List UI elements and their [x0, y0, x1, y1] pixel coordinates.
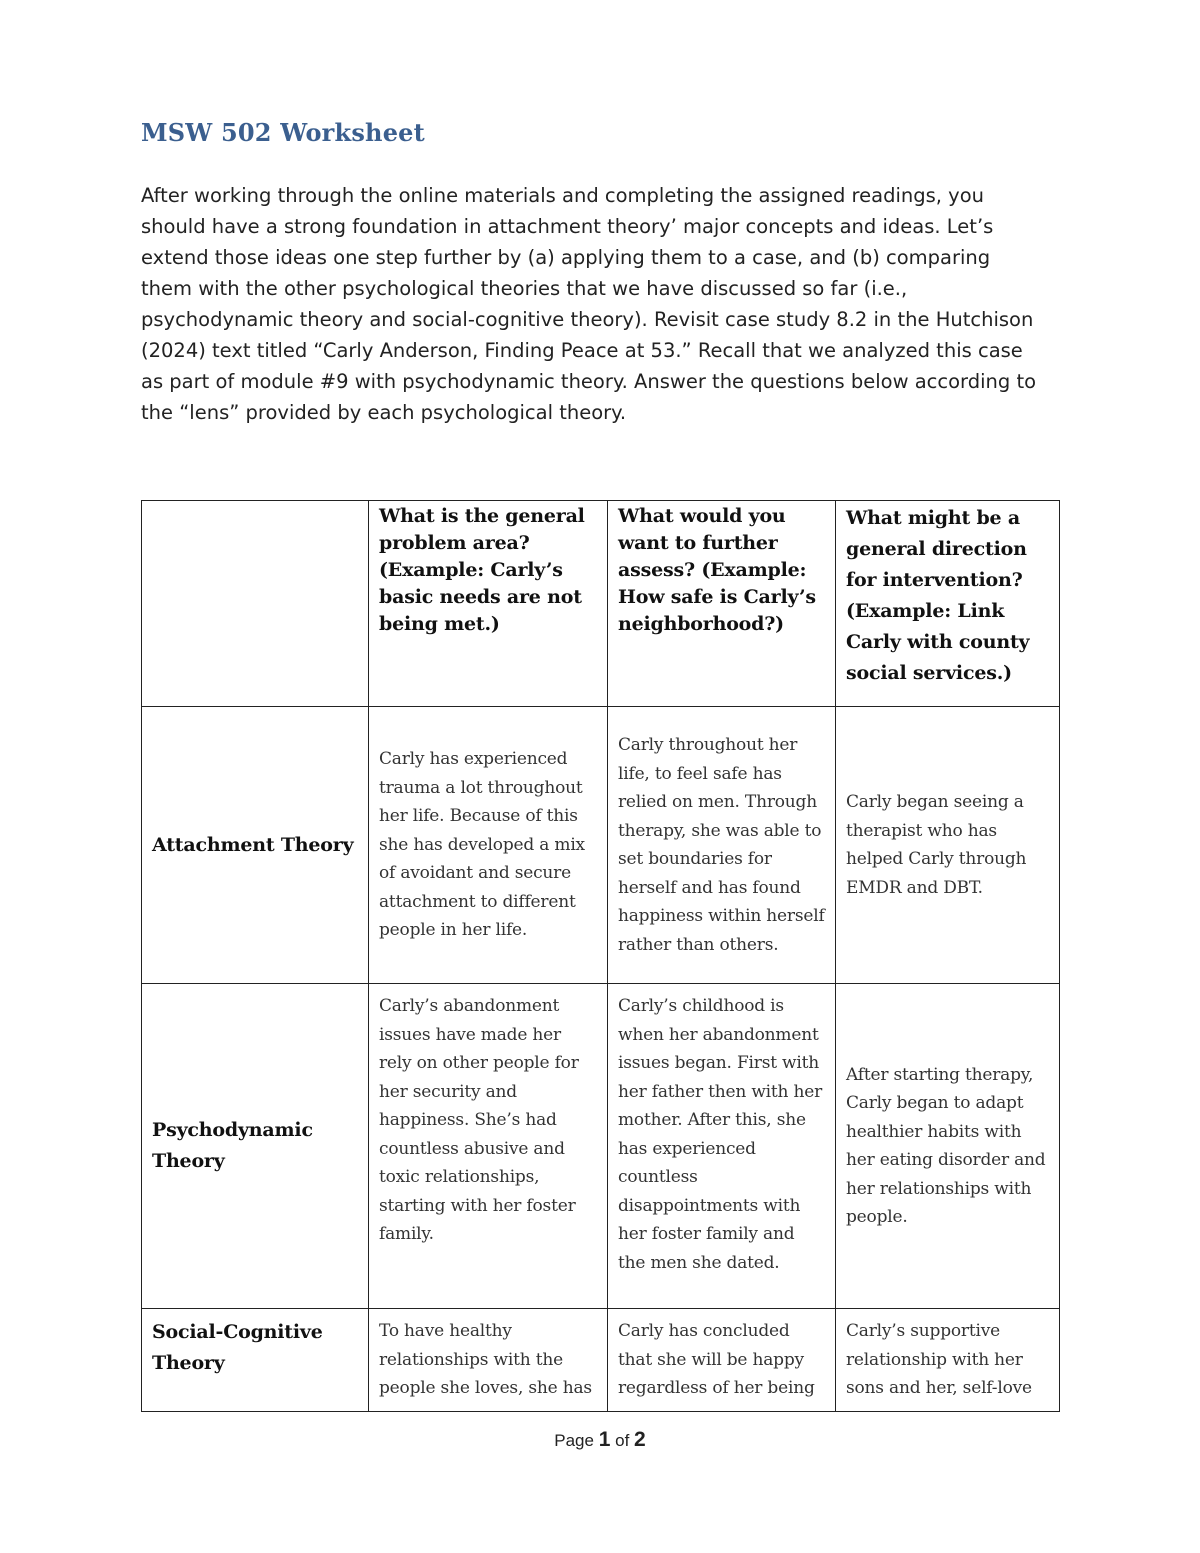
header-cell-further-assess: What would you want to further assess? (Example: How safe is Carly’s neighborhood?)	[608, 501, 836, 707]
table-cell: Carly’s abandonment issues have made her rely on other people for her security and happiness. She’s had countless abusive and toxic relationships, starting with her foster family.	[369, 984, 608, 1309]
row-label-social-cognitive-theory: Social-Cognitive Theory	[142, 1309, 369, 1412]
table-cell: Carly’s supportive relationship with her sons and her, self-love	[836, 1309, 1060, 1412]
row-label-attachment-theory: Attachment Theory	[142, 707, 369, 984]
table-row-psychodynamic	[142, 984, 1060, 1309]
table-cell: To have healthy relationships with the people she loves, she has	[369, 1309, 608, 1412]
table-cell: After starting therapy, Carly began to adapt healthier habits with her eating disorder and her relationships with people.	[836, 984, 1060, 1309]
intro-paragraph: After working through the online materials and completing the assigned readings, you should have a strong foundation in attachment theory’ major concepts and ideas. Let’s extend those ideas one step further by (a) applying them to a case, and (b) comparing them with the other psychological theories that we have discussed so far (i.e., psychodynamic theory and social-cognitive theory). Revisit case study 8.2 in the Hutchison (2024) text titled “Carly Anderson, Finding Peace at 53.” Recall that we analyzed this case as part of module #9 with psychodynamic theory. Answer the questions below according to the “lens” provided by each psychological theory.	[141, 184, 1037, 424]
page-total: 2	[634, 1428, 646, 1451]
table-header-row	[142, 501, 1060, 707]
row-label-psychodynamic-theory: Psychodynamic Theory	[142, 984, 369, 1309]
table-cell: Carly began seeing a therapist who has helped Carly through EMDR and DBT.	[836, 707, 1060, 984]
header-cell-intervention: What might be a general direction for intervention? (Example: Link Carly with county social services.)	[836, 501, 1060, 707]
header-cell-problem-area: What is the general problem area? (Example: Carly’s basic needs are not being met.)	[369, 501, 608, 707]
table-cell: Carly has experienced trauma a lot throughout her life. Because of this she has developed a mix of avoidant and secure attachment to different people in her life.	[369, 707, 608, 984]
of-label: of	[615, 1431, 630, 1450]
page-current: 1	[598, 1428, 611, 1451]
document-title: MSW 502 Worksheet	[141, 118, 425, 147]
table-cell: Carly’s childhood is when her abandonment issues began. First with her father then with her mother. After this, she has experienced countless disappointments with her foster family and the men she dated.	[608, 984, 836, 1309]
table-row-social-cognitive	[142, 1309, 1060, 1412]
page-label: Page	[554, 1431, 594, 1450]
table-cell: Carly throughout her life, to feel safe has relied on men. Through therapy, she was able to set boundaries for herself and has found happiness within herself rather than others.	[608, 707, 836, 984]
table-row-attachment	[142, 707, 1060, 984]
table-cell: Carly has concluded that she will be happy regardless of her being	[608, 1309, 836, 1412]
header-cell-empty	[142, 501, 369, 707]
worksheet-table	[141, 500, 1060, 1412]
page-footer	[0, 1428, 1200, 1452]
